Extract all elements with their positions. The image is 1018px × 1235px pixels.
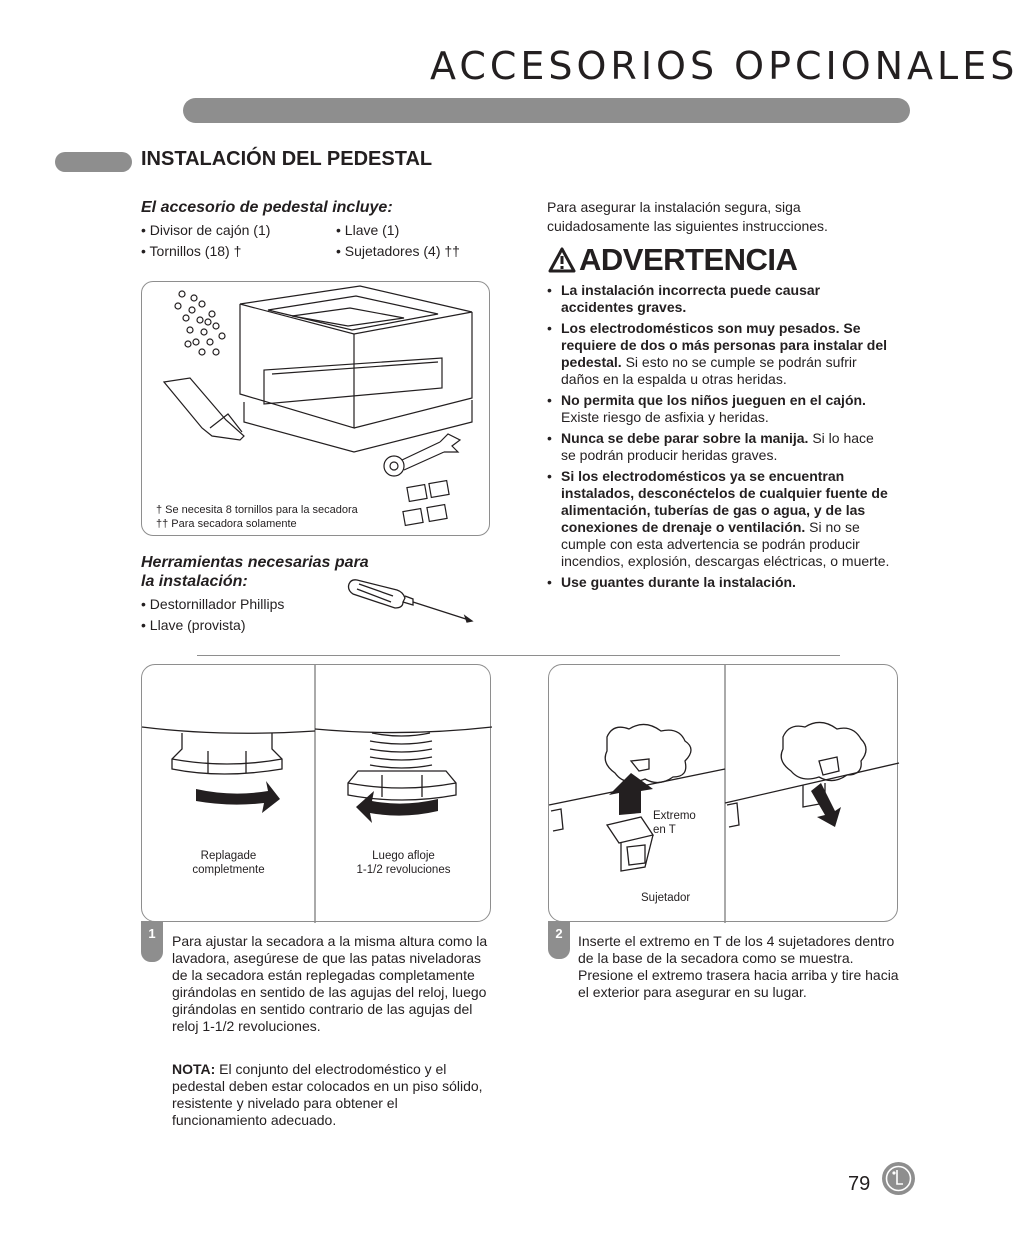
warning-item: • No permita que los niños jueguen en el cajón. Existe riesgo de asfixia y heridas. [547,392,866,425]
tool-item: • Destornillador Phillips [141,596,285,612]
intro-text: Para asegurar la instalación segura, siga cuidadosamente las siguientes instrucciones. [547,199,828,234]
include-item: • Sujetadores (4) †† [336,243,460,259]
tool-item: • Llave (provista) [141,617,246,633]
page-number: 79 [848,1173,871,1195]
includes-heading [141,199,393,217]
include-item: • Tornillos (18) † [141,243,242,259]
tools-heading-line2 [141,572,369,591]
tools-heading-line1: Herramientas necesarias para [141,554,369,571]
warning-list [547,282,892,595]
warning-item-bold: Nunca se debe parar sobre la manija. [561,430,809,446]
step1-badge: 1 [141,921,163,962]
tools-heading-colon: : [242,573,248,590]
warning-item: • Use guantes durante la instalación. [547,574,796,590]
footnote-fasteners: †† Para secadora solamente [156,518,297,530]
step1-illustration [141,664,491,922]
footnote-screws: † Se necesita 8 tornillos para la secadora [156,504,358,516]
label-t-end-line2: en T [653,824,676,836]
warning-item-normal: Si esto no se cumple se podrán sufrir daños en la espalda u otras heridas. [561,354,857,387]
section-divider [197,655,840,656]
caption-retracted [142,849,315,877]
arrow-clockwise-icon [196,781,280,813]
fastener-insertion-drawing [549,665,899,923]
label-t-end-line1: Extremo [653,810,696,822]
section-pill [55,152,132,172]
label-t-end [653,809,696,837]
warning-item: • Los electrodomésticos son muy pesados. Se requiere de dos o más personas para instalar del pedestal. Si esto no se cumple se podrán sufrir daños en la espalda u otras heridas. [547,320,888,387]
caption-retracted-line2: completmente [192,864,265,876]
page-title: ACCESORIOS OPCIONALES [430,44,1018,88]
warning-icon [548,247,576,273]
section-title: INSTALACIÓN DEL PEDESTAL [141,148,433,170]
warning-item-bold: La instalación incorrecta puede causar accidentes graves. [561,282,821,315]
warning-title [548,242,797,278]
tools-heading-line2-text: la instalación [141,573,243,590]
warning-item-bold: Si los electrodomésticos ya se encuentran instalados, desconéctelos de cualquier fuente de alimentación, tuberías de gas o agua, y de las conexiones de drenaje o ventilación. [561,468,888,535]
caption-retracted-line1: Replagade [200,850,257,862]
warning-item: • Si los electrodomésticos ya se encuentran instalados, desconéctelos de cualquier fuente de alimentación, tuberías de gas o agua, y de las conexiones de drenaje o ventilación. Si no se cumple con esta advertencia se podrán producir incendios, explosión, descargas eléctricas, o muerte. [547,468,890,569]
include-item: • Divisor de cajón (1) [141,222,271,238]
note-text: El conjunto del electrodoméstico y el pedestal deben estar colocados en un piso sólido, resistente y nivelado para obtener el funcionamiento adecuado. [172,1061,483,1128]
pedestal-icon [240,286,472,452]
lg-logo-icon [882,1162,915,1195]
caption-loosen-line2: 1-1/2 revoluciones [356,864,451,876]
label-fastener: Sujetador [641,892,691,904]
screws-icon [175,291,225,355]
step1-text: Para ajustar la secadora a la misma altura como la lavadora, asegúrese de que las patas niveladoras de la secadora están replegadas completamente girándolas en sentido de las agujas del reloj, luego girándolas en sentido contrario de las agujas del reloj 1-1/2 revoluciones. [172,933,488,1034]
warning-item-bold: No permita que los niños jueguen en el cajón. [561,392,866,408]
pedestal-kit-drawing [142,282,491,537]
accessory-illustration [141,281,490,536]
caption-loosen [315,849,492,877]
step2-illustration [548,664,898,922]
screwdriver-icon [345,578,475,624]
step2-text: Inserte el extremo en T de los 4 sujetadores dentro de la base de la secadora como se muestra. Presione el extremo trasera hacia arriba y tire hacia el exterior para asegurar en su lugar. [578,933,899,1000]
warning-title-text: ADVERTENCIA [579,242,798,277]
note-label: NOTA: [172,1061,216,1077]
leveling-legs-drawing [142,665,492,923]
title-bar [183,98,910,123]
includes-heading-colon: : [387,199,393,216]
warning-item: • La instalación incorrecta puede causar accidentes graves. [547,282,821,315]
divider-icon [164,378,244,440]
step2-badge: 2 [548,921,570,959]
warning-item: • Nunca se debe parar sobre la manija. Si lo hace se podrán producir heridas graves. [547,430,874,463]
tools-heading [141,553,369,591]
includes-heading-text: El accesorio de pedestal incluye [141,199,388,216]
warning-item-bold: Los electrodomésticos son muy pesados. Se requiere de dos o más personas para instalar del pedestal. [561,320,888,370]
include-item: • Llave (1) [336,222,400,238]
lg-logo [882,1162,915,1195]
warning-item-bold: Use guantes durante la instalación. [561,574,796,590]
caption-loosen-line1: Luego afloje [372,850,435,862]
warning-item-normal: Si lo hace se podrán producir heridas graves. [561,430,874,463]
warning-item-normal: Existe riesgo de asfixia y heridas. [561,409,769,425]
warning-item-normal: Si no se cumple con esta advertencia se podrán producir incendios, explosión, descargas eléctricas, o muerte. [561,519,890,569]
fasteners-icon [403,481,449,526]
arrow-counterclockwise-icon [356,791,438,823]
wrench-icon [384,434,460,476]
step1-note [172,1061,492,1129]
